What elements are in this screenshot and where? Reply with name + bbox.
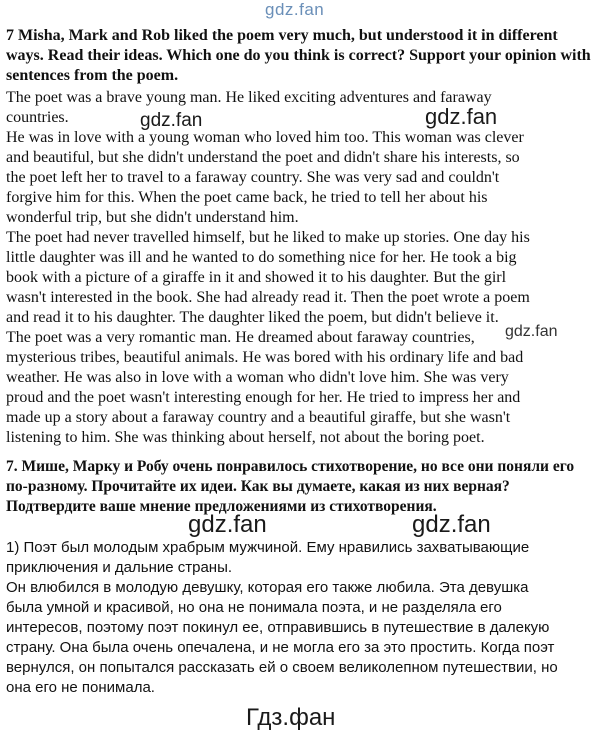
watermark-mid-left: gdz.fan — [140, 110, 203, 131]
text-line: 1) Поэт был молодым храбрым мужчиной. Ему нравились захватывающие — [6, 539, 530, 556]
text-line: wonderful trip, but she didn't understand him. — [6, 209, 299, 226]
text-line: wasn't interested in the book. She had already read it. Then the poet wrote a poem — [6, 289, 530, 306]
exercise-text-en — [6, 88, 594, 448]
text-line: The poet was a very romantic man. He dreamed about faraway countries, — [6, 329, 475, 346]
text-line: listening to him. She was thinking about herself, not about the boring poet. — [6, 429, 485, 446]
watermark-bottom: Гдз.фан — [246, 704, 336, 731]
text-line: The poet was a brave young man. He liked exciting adventures and faraway — [6, 89, 492, 106]
exercise-instruction-ru: 7. Мише, Марку и Робу очень понравилось стихотворение, но все они поняли его по-разному. Прочитайте их идеи. Как вы думаете, какая из них верная? Подтвердите ваше мнение предложениями из стихотворения. — [6, 458, 575, 515]
text-line: вернулся, он попытался рассказать ей о своем великолепном путешествии, но — [6, 659, 558, 676]
text-line: Он влюбился в молодую девушку, которая его также любила. Эта девушка — [6, 579, 529, 596]
text-line: The poet had never travelled himself, but he liked to make up stories. One day his — [6, 229, 530, 246]
exercise-text-ru — [6, 538, 594, 698]
text-line: страну. Она была очень опечалена, и не могла его за это простить. Когда поэт — [6, 639, 555, 656]
watermark-ru-right: gdz.fan — [412, 511, 491, 538]
text-line: приключения и дальние страны. — [6, 559, 233, 576]
watermark-top: gdz.fan — [265, 0, 325, 19]
text-line: countries. — [6, 109, 69, 126]
text-line: and read it to his daughter. The daughter liked the poem, but didn't believe it. — [6, 309, 499, 326]
exercise-instruction-en: 7 Misha, Mark and Rob liked the poem very much, but understood it in different ways. Read their ideas. Which one do you think is correct? Support your opinion with sentences from the poem. — [6, 27, 591, 84]
text-line: He was in love with a young woman who loved him too. This woman was clever — [6, 129, 524, 146]
text-line: made up a story about a faraway country and a beautiful giraffe, but she wasn't — [6, 409, 511, 426]
text-line: book with a picture of a giraffe in it and showed it to his daughter. But the girl — [6, 269, 507, 286]
text-line: интересов, поэтому поэт покинул ее, отправившись в путешествие в далекую — [6, 619, 550, 636]
text-line: the poet left her to travel to a faraway country. She was very sad and couldn't — [6, 169, 500, 186]
text-line: weather. He was also in love with a woman who didn't love him. She was very — [6, 369, 509, 386]
text-line: mysterious tribes, beautiful animals. He was bored with his ordinary life and bad — [6, 349, 524, 366]
text-line: proud and the poet wasn't interesting enough for her. He tried to impress her and — [6, 389, 521, 406]
text-line: forgive him for this. When the poet came back, he tried to tell her about his — [6, 189, 488, 206]
watermark-mid-right: gdz.fan — [425, 104, 498, 129]
text-line: она его не понимала. — [6, 679, 155, 696]
text-line: little daughter was ill and he wanted to do something nice for her. He took a big — [6, 249, 517, 266]
watermark-ru-left: gdz.fan — [188, 511, 267, 538]
text-line: and beautiful, but she didn't understand the poet and didn't share his interests, so — [6, 149, 520, 166]
watermark-side: gdz.fan — [505, 323, 558, 340]
text-line: была умной и красивой, но она не понимала поэта, и не разделяла его — [6, 599, 502, 616]
